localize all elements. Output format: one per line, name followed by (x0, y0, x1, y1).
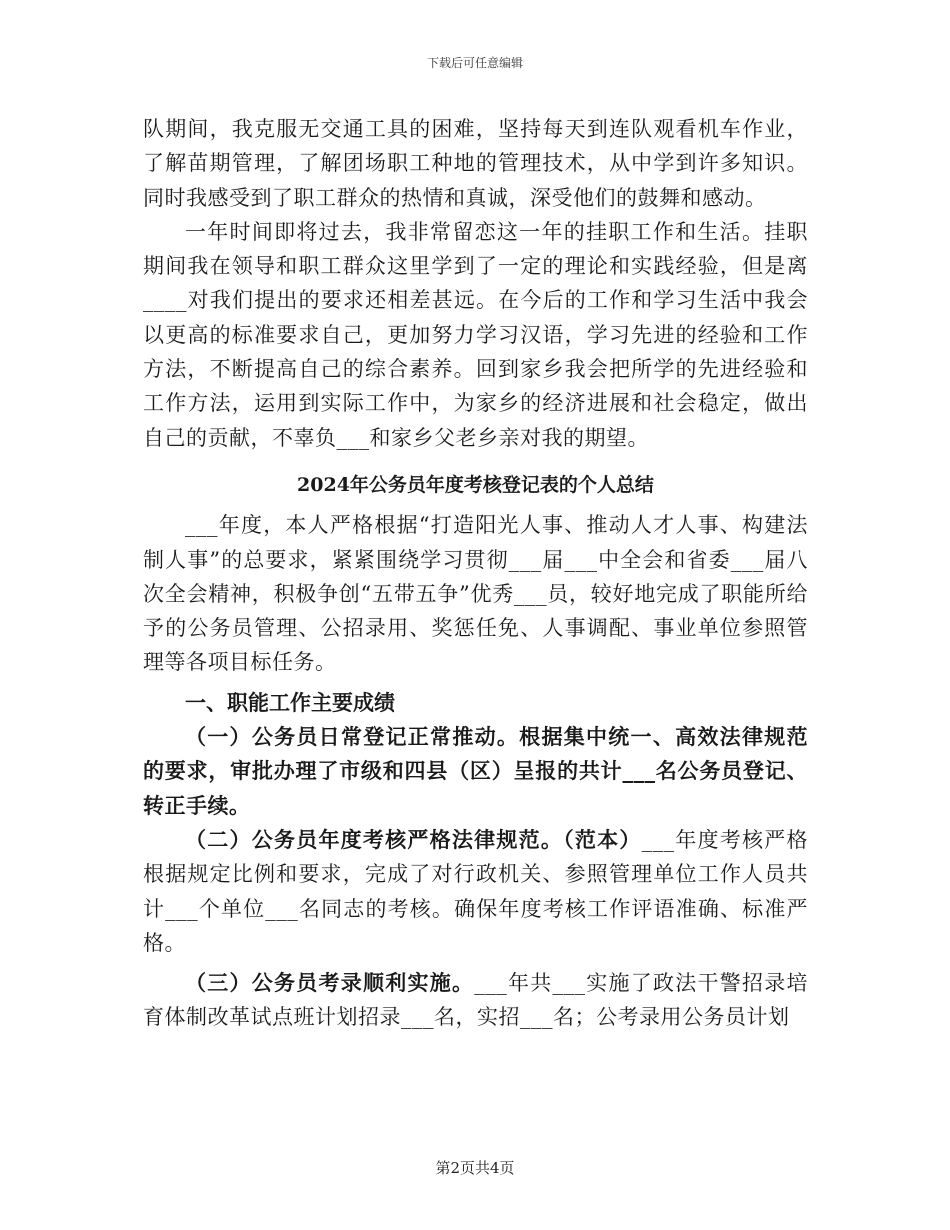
item-3-text: ___年共___实施了政法干警招录培育体制改革试点班计划招录___名，实招___名；公考录用公务员计划 (143, 971, 808, 1030)
item-2-heading: （二）公务员年度考核严格法律规范。（范本） (185, 826, 642, 852)
paragraph-1: 队期间，我克服无交通工具的困难，坚持每天到连队观看机车作业，了解苗期管理，了解团场职工种地的管理技术，从中学到许多知识。同时我感受到了职工群众的热情和真诚，深受他们的鼓舞和感动。 (143, 117, 808, 210)
item-3 (143, 966, 808, 1035)
paragraph-2: 一年时间即将过去，我非常留恋这一年的挂职工作和生活。挂职期间我在领导和职工群众这里学到了一定的理论和实践经验，但是离____对我们提出的要求还相差甚远。在今后的工作和学习生活中我会以更高的标准要求自己，更加努力学习汉语，学习先进的经验和工作方法，不断提高自己的综合素养。回到家乡我会把所学的先进经验和工作方法，运用到实际工作中，为家乡的经济进展和社会稳定，做出自己的贡献，不辜负___和家乡父老乡亲对我的期望。 (143, 219, 808, 450)
page-number: 第2页共4页 (435, 1159, 515, 1177)
section-title: 2024年公务员年度考核登记表的个人总结 (297, 473, 654, 496)
item-2-text: ___年度考核严格根据规定比例和要求，完成了对行政机关、参照管理单位工作人员共计___个单位___名同志的考核。确保年度考核工作评语准确、标准严格。 (143, 827, 809, 955)
document-body (143, 112, 808, 1035)
header-note: 下载后可任意编辑 (426, 56, 523, 70)
item-1: （一）公务员日常登记正常推动。根据集中统一、高效法律规范的要求，审批办理了市级和四县（区）呈报的共计___名公务员登记、转正手续。 (143, 724, 808, 818)
item-2 (143, 823, 808, 960)
paragraph-3: ___年度，本人严格根据“打造阳光人事、推动人才人事、构建法制人事”的总要求，紧紧围绕学习贯彻___届___中全会和省委___届八次全会精神，积极争创“五带五争”优秀___员，较好地完成了职能所给予的公务员管理、公招录用、奖惩任免、人事调配、事业单位参照管理等各项目标任务。 (143, 513, 808, 675)
item-3-heading: （三）公务员考录顺利实施。 (185, 970, 475, 996)
heading-achievements: 一、职能工作主要成绩 (185, 689, 395, 715)
